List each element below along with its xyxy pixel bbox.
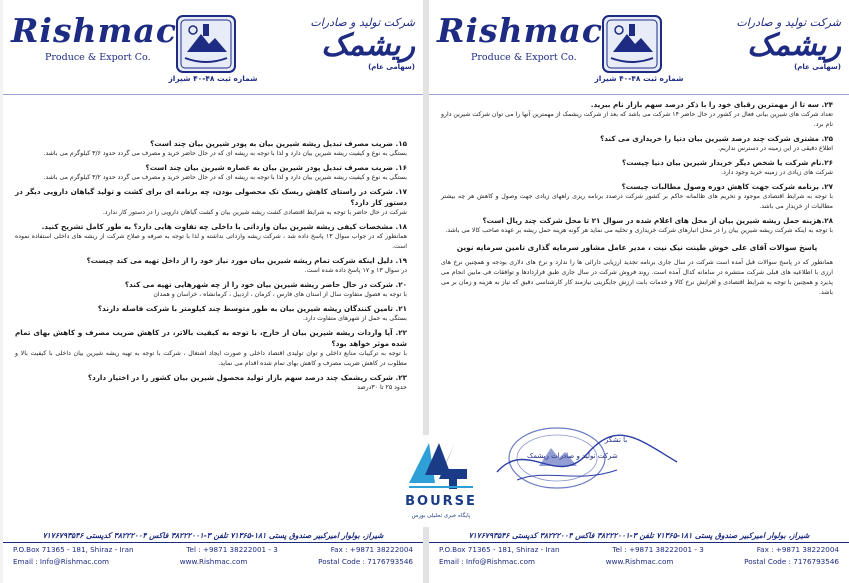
persian-company-big: ریشمک: [747, 28, 841, 63]
brand-subtitle: Produce & Export Co.: [471, 52, 577, 63]
brand-name: Rishmac: [437, 11, 603, 50]
footer-row-2: [3, 555, 423, 567]
answer-text: در سوال ۱۳ و ۱۷ پاسخ داده شده است.: [304, 267, 407, 274]
list-item: [15, 138, 407, 159]
bourse-watermark-logo: [395, 435, 487, 527]
footer-row-2: [429, 555, 849, 567]
list-item: [15, 186, 407, 218]
question-text: ۲۷. برنامه شرکت جهت کاهش دوره وصول مطالبات چیست؟: [621, 182, 833, 191]
persian-company-name: [245, 16, 415, 71]
letter-page-1: [429, 0, 849, 583]
question-text: ۲۵. مشتری شرکت چند درصد شیرین بیان دنیا را خریداری می کند؟: [600, 134, 833, 143]
letterhead: [429, 6, 849, 88]
list-item: [15, 279, 407, 300]
persian-company-name: [671, 16, 841, 71]
list-item: [15, 255, 407, 276]
persian-company-big: ریشمک: [321, 28, 415, 63]
answer-text: شرکت های زیادی در زمینه خرید وجود دارد.: [721, 169, 833, 176]
persian-company-top: شرکت تولید و صادرات: [736, 16, 841, 29]
list-item: [15, 221, 407, 252]
brand-name: Rishmac: [11, 11, 177, 50]
letter-footer: [3, 531, 423, 581]
answer-text: با توجه به اینکه شرکت ریشه شیرین بیان را در محل انبارهای شرکت خریداری و تخلیه می نماید هر گونه هزینه حمل ریشه بر عهده صاحب کالا می باشد.: [445, 227, 833, 234]
brand-subtitle: Produce & Export Co.: [45, 52, 151, 63]
question-text: ۲۱. تامین کنندگان ریشه شیرین بیان به طور متوسط چند کیلومتر با شرکت فاصله دارند؟: [97, 304, 407, 313]
header-divider: [429, 94, 849, 95]
persian-address: شیراز، بولوار امیرکبیر صندوق پستی ۱۸۱-۷۱۳۶۵ تلفن ۳-۳۸۲۲۲۰۰۱ فاکس ۳۸۲۲۲۰۰۴ کدپستی ۷۱۷۶۷۹۳۵۴۶: [429, 531, 849, 543]
persian-address: شیراز، بولوار امیرکبیر صندوق پستی ۱۸۱-۷۱۳۶۵ تلفن ۳-۳۸۲۲۲۰۰۱ فاکس ۳۸۲۲۲۰۰۴ کدپستی ۷۱۷۶۷۹۳۵۴۶: [3, 531, 423, 543]
signature-company: شرکت تولید و صادرات ریشمک: [527, 452, 618, 460]
question-text: ۱۶. ضریب مصرف تبدیل پودر شیرین بیان به عصاره شیرین بیان چند است؟: [145, 163, 407, 172]
question-text: ۱۵. ضریب مصرف تبدیل ریشه شیرین بیان به پودر شیرین بیان چند است؟: [150, 139, 407, 148]
section-title: پاسخ سوالات آقای علی خوش طینت نیک نیت ، مدیر عامل مشاور سرمایه گذاری تامین سرمایه نوین: [456, 243, 818, 252]
brand-block: [437, 12, 603, 63]
stamp-word: BOURSE: [405, 494, 477, 509]
question-text: ۲۰. شرکت در حال حاضر ریشه شیرین بیان خود را از چه شهرهایی تهیه می کند؟: [124, 280, 407, 289]
email: Email : Info@Rishmac.com: [439, 557, 536, 566]
persian-company-top: شرکت تولید و صادرات: [310, 16, 415, 29]
question-text: ۲۳. شرکت ریشمک چند درصد سهم بازار تولید محصول شیرین بیان کشور را در اختیار دارد؟: [87, 373, 407, 382]
answer-text: تعداد شرکت های شیرین بیانی فعال در کشور در حال حاضر ۱۴ شرکت می باشد که بعد از شرکت ریشمک از مهمترین آنها را می توان شرکت شیرین دارو نام برد.: [441, 111, 833, 128]
signature-thanks: با تشکر: [605, 436, 628, 444]
question-text: ۲۶.نام شرکت یا شخص دیگر خریدار شیرین بیان دنیا چیست؟: [622, 158, 833, 167]
persian-company-small: (سهامی عام): [368, 63, 415, 71]
website: www.Rishmac.com: [179, 557, 248, 566]
answer-text: بستگی به نوع و کیفیت ریشه شیرین بیان دارد و لذا با توجه به ریشه ای که در حال حاضر خرید و مصرف می گردد حدود ۳/۶ کیلوگرم می باشد.: [43, 150, 407, 157]
registration-number: شماره ثبت ۴۸-۴۰ شیراز: [168, 74, 258, 83]
answer-text: بستگی به حمل از شهرهای متفاوت دارد.: [303, 315, 407, 322]
answer-text: با توجه به ترکیبات منابع داخلی و توان تولیدی اقتصاد داخلی و صورت ایجاد اشتغال ، شرکت با توجه به تهیه ریشه شیرین بیان داخلی با کیفیت بالا و مطلوب در کاهش ضریب مصرف و کاهش بهای تمام شده اقدام می نماید.: [15, 350, 407, 367]
website: www.Rishmac.com: [605, 557, 674, 566]
telephone: Tel : +9871 38222001 - 3: [612, 545, 704, 554]
answer-text: بستگی به نوع و کیفیت ریشه شیرین بیان دارد و لذا با توجه به ریشه ای که در حال حاضر خرید و مصرف می گردد حدود ۳/۲ کیلوگرم می باشد.: [43, 174, 407, 181]
brand-block: [11, 12, 177, 63]
list-item: [15, 162, 407, 183]
list-item: [441, 181, 833, 212]
list-item: [441, 99, 833, 130]
fax: Fax : +9871 38222004: [330, 545, 413, 554]
answer-text: با توجه به شرایط اقتصادی موجود و تحریم های ظالمانه حاکم بر کشور شرکت درصدد برنامه ریزی راههای زیادی جهت وصول و کاهش هر چه بیشتر مطالبات از خریدار می باشد.: [441, 193, 833, 210]
answer-text: با توجه به فصول متفاوت سال از استان های فارس ، کرمان ، اردبیل ، کرمانشاه ، خراسان و همدان: [153, 291, 407, 298]
footer-row-1: [429, 543, 849, 555]
answer-text: شرکت در حال حاضر با توجه به شرایط اقتصادی کشت ریشه شیرین بیان و کشت گیاهان دارویی را در دستور کار ندارد.: [102, 209, 407, 216]
answer-text: حدود ۲۵ تا ۳۰درصد: [357, 384, 407, 391]
postal-code: Postal Code : 7176793546: [318, 557, 413, 566]
list-item: [441, 133, 833, 154]
postal-code: Postal Code : 7176793546: [744, 557, 839, 566]
answer-text: اطلاع دقیقی در این زمینه در دسترس نداریم.: [718, 145, 833, 152]
signature-block: [487, 418, 687, 496]
answer-text: همانطور که در جواب سوال ۱۳ پاسخ داده شد ، شرکت ریشه وارداتی نداشته و لذا با توجه به صرفه و صلاح شرکت از ریشه های داخلی استفاده نموده است.: [15, 233, 407, 250]
question-text: ۱۹. دلیل اینکه شرکت تمام ریشه شیرین بیان مورد نیاز خود را از داخل تهیه می کند چیست؟: [86, 256, 407, 265]
qa-list-left: [15, 138, 407, 396]
letterhead: [3, 6, 423, 88]
po-box: P.O.Box 71365 - 181, Shiraz - Iran: [13, 545, 134, 554]
po-box: P.O.Box 71365 - 181, Shiraz - Iran: [439, 545, 560, 554]
question-text: ۱۷. شرکت در راستای کاهش ریسک تک محصولی بودن، چه برنامه ای برای کشت و تولید گیاهان دارویی دیگر در دستور کار دارد؟: [15, 187, 407, 207]
question-text: ۱۸. مشخصات کیفی ریشه شیرین بیان وارداتی با داخلی چه تفاوت هایی دارد؟ به طور کامل تشریح کنید.: [41, 222, 407, 231]
list-item: [441, 157, 833, 178]
persian-company-small: (سهامی عام): [794, 63, 841, 71]
email: Email : Info@Rishmac.com: [13, 557, 110, 566]
list-item: [15, 303, 407, 324]
question-text: ۲۸.هزینه حمل ریشه شیرین بیان از محل های اعلام شده در سوال ۲۱ تا محل شرکت چند ریال است؟: [482, 216, 833, 225]
stamp-tagline: پایگاه خبری تحلیلی بورس: [411, 513, 471, 519]
question-text: ۲۲. آیا واردات ریشه شیرین بیان از خارج، با توجه به کیفیت بالاتر، در کاهش ضریب مصرف و کاهش بهای تمام شده موثر خواهد بود؟: [15, 328, 407, 348]
header-divider: [3, 94, 423, 95]
footer-row-1: [3, 543, 423, 555]
list-item: [15, 372, 407, 393]
telephone: Tel : +9871 38222001 - 3: [186, 545, 278, 554]
list-item: [441, 215, 833, 236]
company-emblem-icon: [171, 12, 241, 78]
letter-footer: [429, 531, 849, 581]
qa-list-right: [441, 99, 833, 298]
list-item: [15, 327, 407, 369]
registration-number: شماره ثبت ۴۸-۴۰ شیراز: [594, 74, 684, 83]
section-paragraph: همانطور که در پاسخ سوالات قبل آمده است شرکت در سال جاری برنامه تجدید ارزیابی دارائی ها را ندارد و نرخ های دلاری بودجه و همچنین نرخ های ارزی با اطلاعیه های قبلی شرکت منتشره در سامانه کدال آمده است. روند فروش شرکت در سال جاری طبق قراردادها و توافقات فی مابین انجام می پذیرد و همچنین با توجه به شرایط اقتصادی و افزایش نرخ کالا و خدمات بابت ارزش جایگزینی نیازمند کار کارشناسی دقیق که نیاز به هزینه و زمان بر می باشد.: [441, 259, 833, 296]
fax: Fax : +9871 38222004: [756, 545, 839, 554]
letter-page-2: [3, 0, 423, 583]
question-text: ۲۴. سه تا از مهمترین رقبای خود را با ذکر درصد سهم بازار نام ببرید.: [590, 100, 833, 109]
company-emblem-icon: [597, 12, 667, 78]
